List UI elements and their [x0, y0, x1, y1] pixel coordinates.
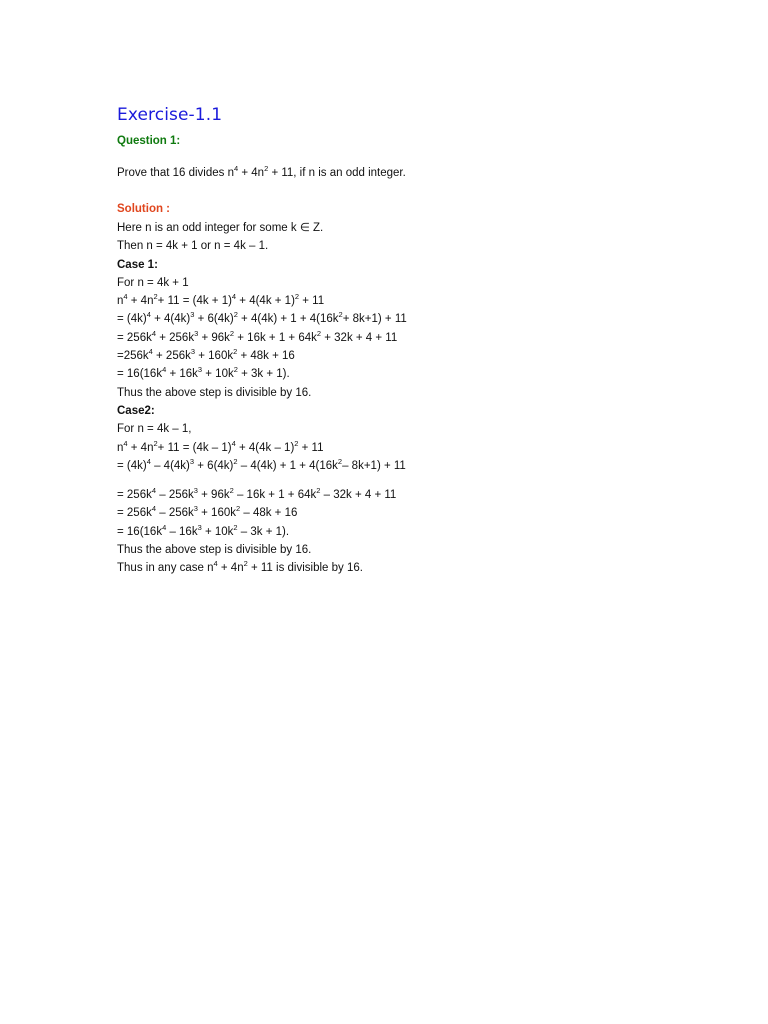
text-run: = 16(16k [117, 525, 163, 538]
exponent: 4 [148, 347, 153, 357]
text-run: For n = 4k – 1, [117, 423, 192, 436]
text-run: + 4(4k) + 1 + 4(16k [237, 313, 339, 326]
exercise-title: Exercise-1.1 [117, 105, 223, 125]
text-run: + 8k+1) + 11 [342, 313, 407, 326]
text-run: = 16(16k [117, 368, 163, 381]
exponent: 3 [190, 347, 196, 357]
exponent: 2 [294, 292, 300, 302]
text-run: + 6(4k) [194, 313, 234, 326]
solution-line [117, 523, 717, 541]
solution-line [117, 504, 717, 522]
text-run: – 4(4k) [150, 459, 190, 472]
text-run: + 32k + 4 + 11 [321, 331, 398, 344]
text-run: n [117, 441, 124, 454]
exponent: 2 [243, 559, 248, 569]
text-run: + 10k [201, 525, 234, 538]
exponent: 4 [231, 292, 237, 302]
exponent: 3 [197, 522, 202, 532]
text-run: + 10k [202, 368, 234, 381]
question-label: Question 1: [117, 135, 181, 147]
exponent: 2 [264, 164, 269, 174]
text-run: – 3k + 1). [237, 525, 290, 538]
exponent: 4 [213, 559, 218, 569]
text-run: + 4n [127, 441, 154, 454]
exponent: 3 [193, 486, 198, 496]
document-page [117, 105, 717, 578]
text-run: + 11 [298, 441, 324, 454]
text-run: = (4k) [117, 313, 147, 326]
exponent: 2 [153, 438, 158, 448]
exponent: 2 [233, 347, 238, 357]
exponent: 2 [316, 486, 321, 496]
text-run: Prove that 16 divides n [117, 167, 234, 179]
exponent: 4 [146, 310, 151, 320]
exponent: 4 [231, 438, 236, 448]
solution-line [117, 310, 717, 328]
text-run: + 4n [217, 562, 244, 575]
text-run: – 8k+1) + 11 [342, 459, 406, 472]
exponent: 3 [189, 457, 195, 467]
text-run: + 3k + 1). [237, 368, 290, 381]
text-run: + 11, if n is an odd integer. [268, 167, 406, 179]
case-heading [117, 402, 717, 420]
solution-line [117, 457, 717, 475]
text-run: = 256k [117, 489, 152, 502]
line-spacer [117, 475, 717, 486]
text-run: Here n is an odd integer for some k ∈ Z. [117, 222, 324, 234]
text-run: + 16k [166, 368, 198, 381]
solution-line [117, 439, 717, 457]
exponent: 3 [194, 328, 199, 338]
exponent: 2 [153, 292, 158, 302]
exponent: 2 [338, 310, 343, 320]
exponent: 2 [233, 310, 238, 320]
text-run: + 4n [238, 167, 265, 179]
text-run: – 16k + 1 + 64k [233, 489, 317, 502]
exponent: 4 [146, 457, 151, 467]
solution-line [117, 219, 717, 237]
text-run: – 16k [166, 525, 198, 538]
text-run: + 160k [195, 350, 234, 363]
exponent: 2 [233, 457, 238, 467]
text-run: + 11 = (4k + 1) [157, 295, 232, 308]
exponent: 4 [151, 504, 157, 514]
solution-line [117, 237, 717, 255]
text-run: + 11 = (4k – 1) [157, 441, 232, 454]
case-heading [117, 256, 717, 274]
solution-line [117, 420, 717, 438]
solution-line [117, 347, 717, 365]
text-run: + 6(4k) [194, 459, 234, 472]
exponent: 3 [193, 504, 198, 514]
exponent: 2 [316, 328, 322, 338]
text-run: + 11 [299, 295, 325, 308]
text-run: + 96k [198, 331, 230, 344]
text-run: – 4(4k) + 1 + 4(16k [237, 459, 338, 472]
text-run: n [117, 295, 124, 308]
solution-line [117, 365, 717, 383]
exponent: 4 [234, 164, 239, 174]
exponent: 3 [197, 365, 203, 375]
text-run: Case 1: [117, 258, 158, 271]
text-run: – 256k [156, 489, 194, 502]
solution-label: Solution : [117, 203, 171, 215]
exponent: 4 [151, 486, 157, 496]
text-run: + 256k [156, 331, 195, 344]
exponent: 2 [337, 457, 343, 467]
text-run: For n = 4k + 1 [117, 276, 189, 289]
question-text [117, 164, 717, 179]
text-run: Case2: [117, 404, 155, 417]
text-run: – 48k + 16 [240, 507, 298, 520]
solution-line [117, 541, 717, 559]
text-run: =256k [117, 350, 149, 363]
solution-line [117, 292, 717, 310]
text-run: Thus in any case n [117, 562, 214, 575]
exponent: 2 [233, 522, 238, 532]
exponent: 3 [190, 310, 195, 320]
solution-line [117, 384, 717, 402]
exponent: 4 [123, 438, 128, 448]
text-run: Thus the above step is divisible by 16. [117, 544, 312, 557]
text-run: = 256k [117, 507, 152, 520]
solution-line [117, 559, 717, 577]
exponent: 2 [294, 438, 299, 448]
solution-line [117, 329, 717, 347]
text-run: + 4(4k – 1) [235, 441, 295, 454]
text-run: – 32k + 4 + 11 [320, 489, 397, 502]
text-run: Then n = 4k + 1 or n = 4k – 1. [117, 240, 269, 253]
text-run: + 16k + 1 + 64k [234, 331, 317, 344]
exponent: 2 [229, 486, 234, 496]
text-run: + 11 is divisible by 16. [247, 562, 363, 575]
solution-body [117, 219, 717, 578]
text-run: + 256k [152, 350, 191, 363]
exponent: 4 [162, 365, 167, 375]
text-run: = (4k) [117, 459, 147, 472]
text-run: Thus the above step is divisible by 16. [117, 386, 312, 399]
solution-line [117, 274, 717, 292]
text-run: + 48k + 16 [237, 350, 295, 363]
exponent: 4 [162, 522, 167, 532]
text-run: + 4(4k + 1) [236, 295, 295, 308]
exponent: 2 [229, 328, 235, 338]
text-run: + 160k [197, 507, 236, 520]
exponent: 2 [235, 504, 241, 514]
exponent: 4 [123, 292, 128, 302]
exponent: 2 [233, 365, 238, 375]
text-run: – 256k [156, 507, 194, 520]
solution-line [117, 486, 717, 504]
text-run: + 4(4k) [150, 313, 191, 326]
text-run: + 96k [197, 489, 230, 502]
text-run: + 4n [127, 295, 154, 308]
text-run: = 256k [117, 331, 152, 344]
exponent: 4 [151, 328, 157, 338]
